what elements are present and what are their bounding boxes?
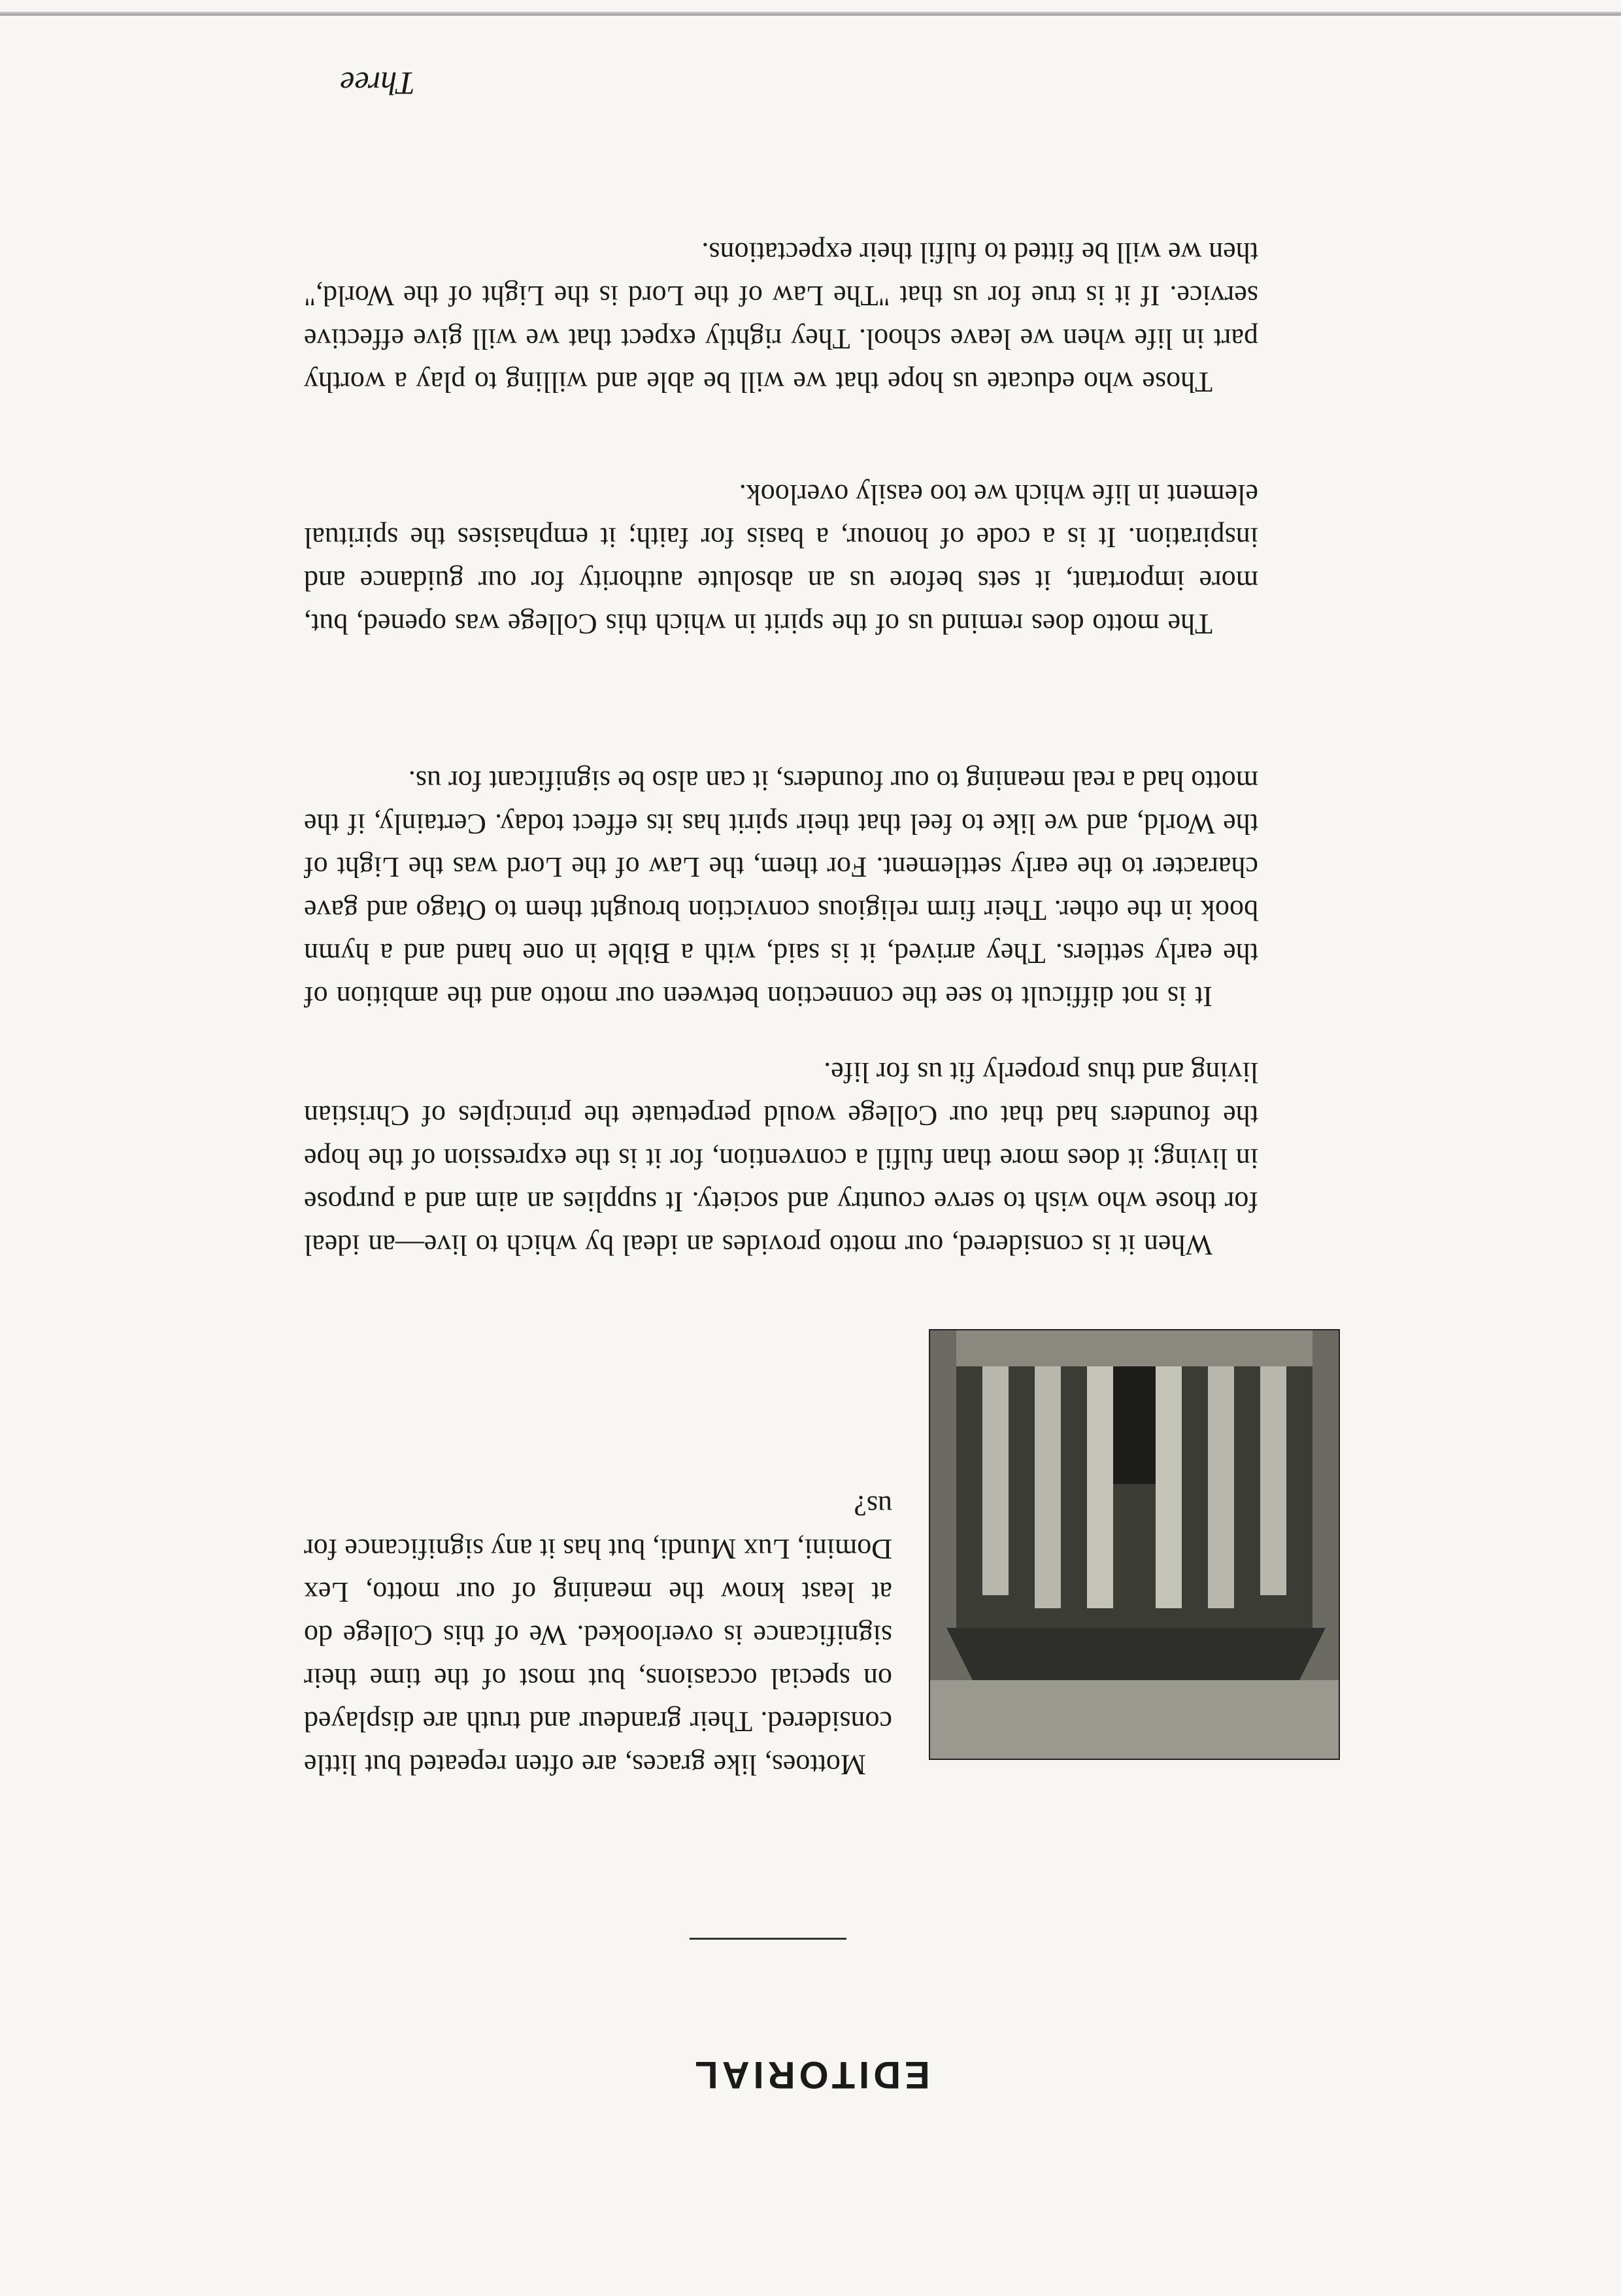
page-edge [0, 12, 1621, 16]
body-paragraph-3: The motto does remind us of the spirit in which this College was opened, but, more important, it sets before us an absolute authority for our guidance and inspiration. It is a code of honour, a basis for faith; it emphasises the spiritual element in life which we too easily overlook. [304, 479, 1258, 640]
building-photo-graphic [930, 1330, 1339, 1759]
page-number: Three [340, 65, 415, 102]
page-title: EDITORIAL [691, 2053, 930, 2096]
intro-paragraph: Mottoes, like graces, are often repeated but little considered. Their grandeur and truth are displayed on special occasions, but most of the time their significance is overlooked. We of this College do at least know the meaning of our motto, Lex Domini, Lux Mundi, but has it any significance for us? [304, 1490, 892, 1781]
building-photo [929, 1329, 1340, 1760]
title-divider [690, 1938, 846, 1940]
body-paragraph-1: When it is considered, our motto provides an ideal by which to live—an ideal for those who wish to serve country and society. It supplies an aim and a purpose in living; it does more than fulfil a convention, for it is the expression of the hope the founders had that our College would perpetuate the principles of Christian living and thus properly fit us for life. [304, 1056, 1258, 1261]
body-paragraph-2: It is not difficult to see the connection between our motto and the ambition of the early settlers. They arrived, it is said, with a Bible in one hand and a hymn book in the other. Their firm religious conviction brought them to Otago and gave character to the early settlement. For them, the Law of the Lord was the Light of the World, and we like to feel that their spirit has its effect today. Certainly, if the motto had a real meaning to our founders, it can also be significant for us. [304, 765, 1258, 1013]
body-paragraph-4: Those who educate us hope that we will be able and willing to play a worthy part in life when we leave school. They rightly expect that we will give effective service. If it is true for us that "The Law of the Lord is the Light of the World," then we will be fitted to fulfil their expectations. [304, 237, 1258, 398]
